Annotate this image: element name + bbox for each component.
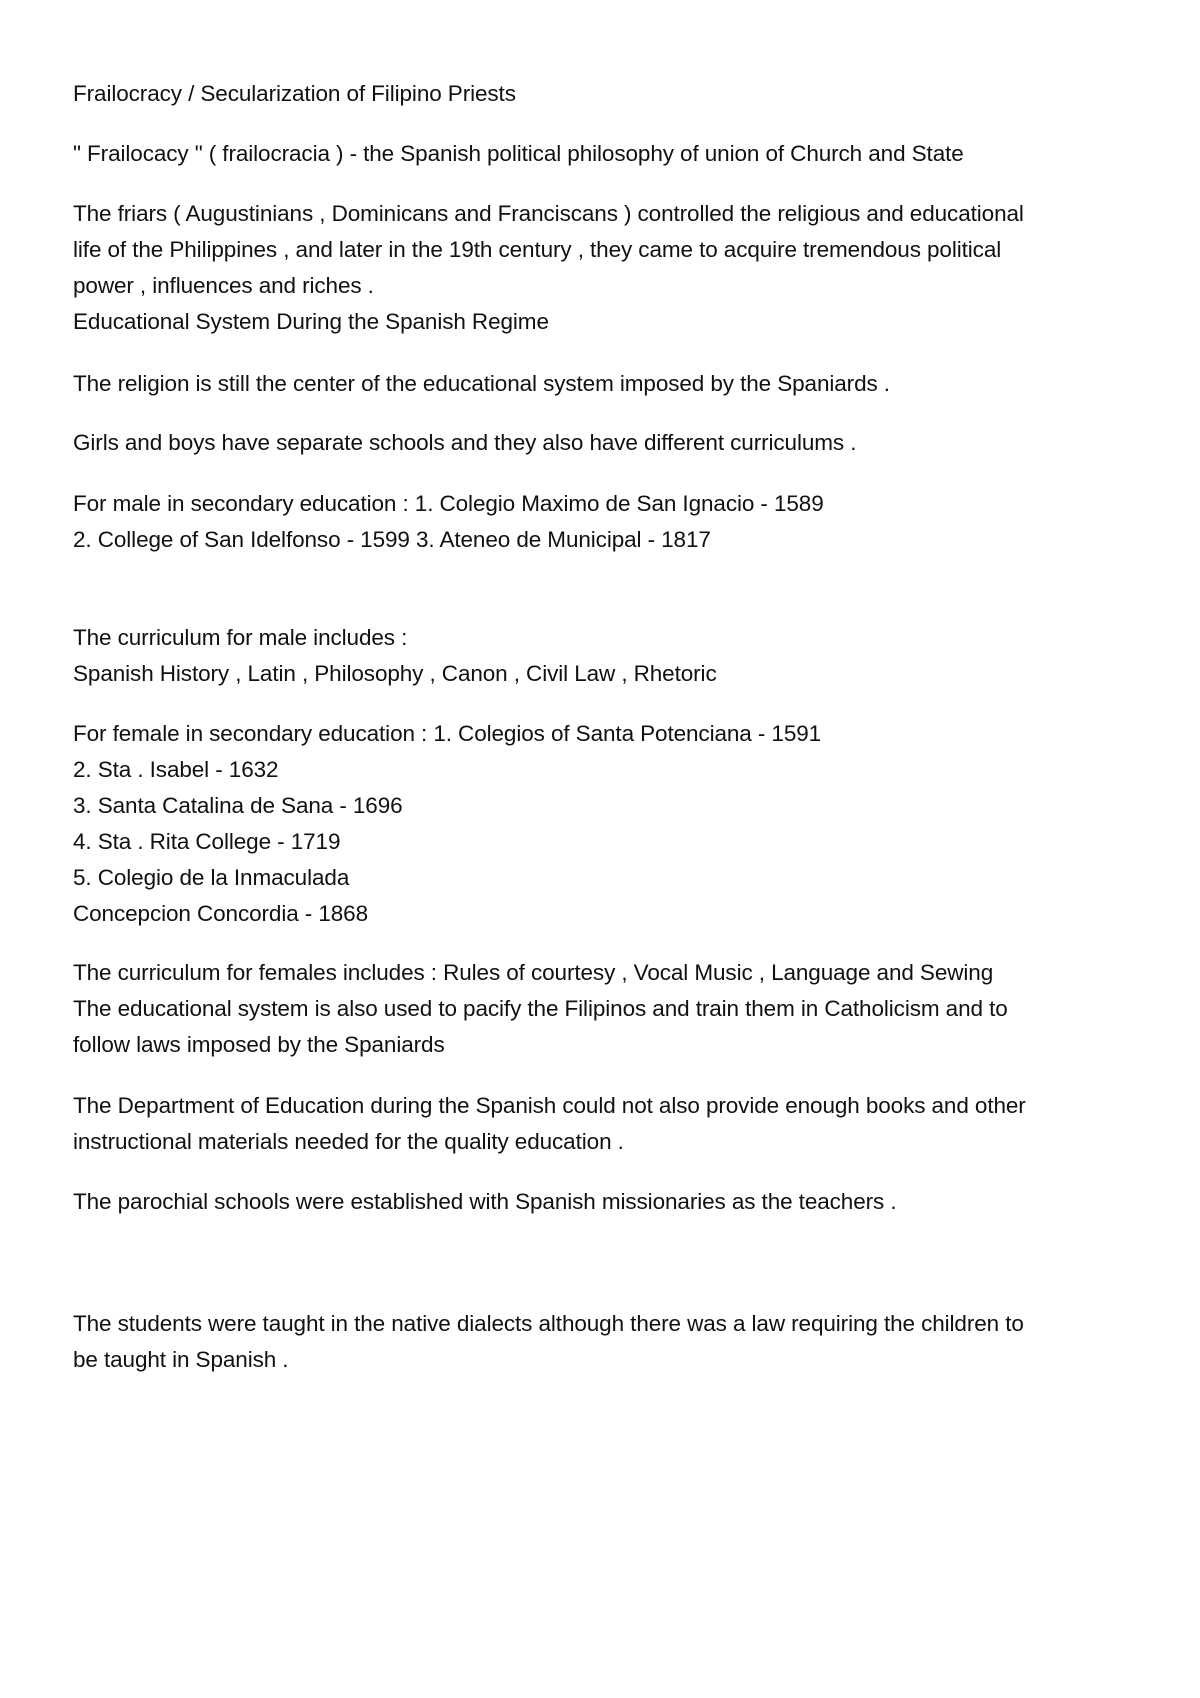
list-item: 2. Sta . Isabel - 1632: [73, 757, 279, 782]
text-line: The students were taught in the native dialects although there was a law requiring the children to: [73, 1311, 1024, 1336]
text-line: The curriculum for females includes : Rules of courtesy , Vocal Music , Language and Sewing: [73, 960, 994, 985]
text-line: The educational system is also used to pacify the Filipinos and train them in Catholicism and to: [73, 996, 1008, 1021]
list-item: 3. Santa Catalina de Sana - 1696: [73, 793, 403, 818]
list-item: 4. Sta . Rita College - 1719: [73, 829, 341, 854]
text-line: instructional materials needed for the quality education .: [73, 1129, 624, 1154]
frailocracy-definition: " Frailocacy " ( frailocracia ) - the Spanish political philosophy of union of Church and State: [73, 141, 964, 166]
text-line: For male in secondary education : 1. Colegio Maximo de San Ignacio - 1589: [73, 491, 824, 516]
text-line: For female in secondary education : 1. Colegios of Santa Potenciana - 1591: [73, 721, 822, 746]
text-line: The friars ( Augustinians , Dominicans and Franciscans ) controlled the religious and educational: [73, 201, 1024, 226]
text-line: 2. College of San Idelfonso - 1599 3. Ateneo de Municipal - 1817: [73, 527, 711, 552]
list-item: Concepcion Concordia - 1868: [73, 901, 368, 926]
section-heading: Educational System During the Spanish Regime: [73, 309, 549, 334]
text-line: be taught in Spanish .: [73, 1347, 289, 1372]
text-line: follow laws imposed by the Spaniards: [73, 1032, 445, 1057]
text-line: The parochial schools were established with Spanish missionaries as the teachers .: [73, 1189, 897, 1214]
text-line: power , influences and riches .: [73, 273, 374, 298]
text-line: Spanish History , Latin , Philosophy , Canon , Civil Law , Rhetoric: [73, 661, 717, 686]
list-item: 5. Colegio de la Inmaculada: [73, 865, 350, 890]
text-line: The Department of Education during the Spanish could not also provide enough books and other: [73, 1093, 1026, 1118]
document-title: Frailocracy / Secularization of Filipino Priests: [73, 81, 516, 106]
text-line: The religion is still the center of the educational system imposed by the Spaniards .: [73, 371, 890, 396]
text-line: The curriculum for male includes :: [73, 625, 408, 650]
text-line: Girls and boys have separate schools and they also have different curriculums .: [73, 430, 857, 455]
text-line: life of the Philippines , and later in the 19th century , they came to acquire tremendous political: [73, 237, 1002, 262]
